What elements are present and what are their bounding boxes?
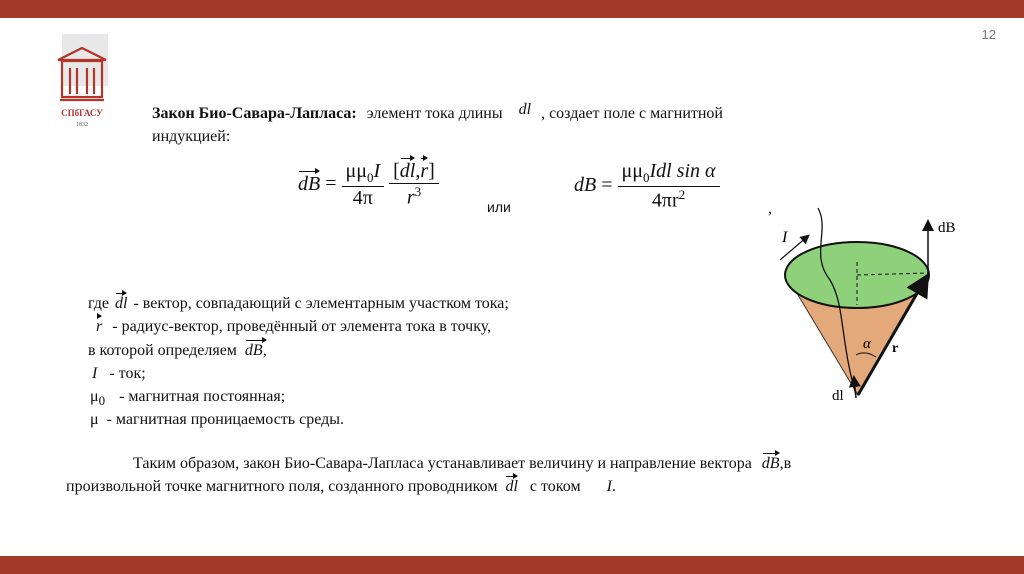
conclusion-I: I [606,478,612,495]
formula1-lhs: dB [298,172,321,195]
conclusion-text-2-mid: с током [529,478,581,495]
formula1-r: r [420,160,429,183]
def-r-text2: в которой определяем [88,342,237,359]
formula2-num-rest: Idl sin α [649,160,716,182]
conclusion-dl: dl [505,478,518,495]
intro-text-a: элемент тока длины [366,105,503,122]
intro-line [152,101,723,123]
def-r-cont [88,342,267,360]
label-I: I [782,229,788,246]
formula2-fraction [618,160,720,213]
conclusion-text-2: произвольной точке магнитного поля, созданного проводником [66,478,498,495]
def-r-text: - радиус-вектор, проведённый от элемента тока в точку, [112,318,492,335]
def-I-symbol: I [92,365,98,382]
def-mu [90,411,344,429]
formula1-dl: dl [399,160,416,183]
formula-vector [298,160,439,210]
def-r [96,318,491,336]
bottom-bar [0,556,1024,574]
conclusion-text-1-end: ,в [779,455,792,472]
page-number: 12 [981,27,996,42]
formula2-trail: , [768,200,772,217]
def-mu-text: - магнитная проницаемость среды. [106,411,344,428]
formula-scalar [574,160,720,213]
intro-dl: dl [518,101,532,118]
def-where: где [88,295,110,312]
or-label: или [487,199,511,215]
def-mu0-text: - магнитная постоянная; [119,388,286,405]
intro-line-2 [152,128,230,146]
formula1-den: 4π [352,187,373,209]
label-r: r [892,341,899,356]
formula1-eq: = [325,172,337,195]
formula1-num: μμ [345,160,367,182]
intro-text-b: , создает поле с магнитной [541,105,723,122]
label-alpha: α [863,336,871,352]
logo-text: СПбГАСУ [61,108,103,118]
conclusion-text-2-end: . [611,478,616,495]
conclusion-dB: dB [761,455,780,472]
def-mu0-symbol: μ [90,388,99,405]
law-term: Закон Био-Савара-Лапласа: [152,105,357,122]
formula2-den-pow: 2 [678,187,686,202]
formula1-fraction-b [389,160,439,210]
def-dl [88,295,509,313]
def-I [92,365,146,383]
intro-text-c: индукцией: [152,128,231,145]
formula1-num-sub: 0 [366,170,374,185]
university-logo [52,34,122,134]
def-mu0-sub: 0 [98,393,106,409]
formula2-num: μμ [621,160,643,182]
conclusion-line-1 [133,455,791,473]
def-I-text: - ток; [109,365,146,382]
def-dl-symbol: dl [115,295,128,312]
logo-subtext: 1832 [76,122,88,128]
formula1-bracket-open: [ [393,160,400,183]
def-dB-symbol: dB, [244,342,267,359]
def-mu-symbol: μ [90,411,99,428]
formula1-comma: , [415,160,421,183]
label-dl: dl [832,388,844,404]
conclusion-text-1: Таким образом, закон Био-Савара-Лапласа устанавливает величину и направление вектора [133,455,752,472]
top-bar [0,0,1024,18]
formula2-num-sub: 0 [642,170,650,185]
formula2-eq: = [601,173,613,196]
label-dB: dB [938,220,956,236]
biot-savart-diagram [770,200,980,420]
def-r-symbol: r [96,318,103,335]
formula2-den: 4πr [651,189,679,212]
formula1-r-pow: 3 [414,184,422,200]
formula1-r-den: r [406,186,415,209]
formula1-num-I: I [373,160,381,182]
formula1-fraction-a [342,160,385,210]
conclusion-line-2 [66,478,616,496]
def-dl-text: - вектор, совпадающий с элементарным участком тока; [133,295,509,312]
formula2-lhs: dB [574,173,597,196]
formula1-bracket-close: ] [428,160,435,183]
def-mu0 [90,388,285,409]
